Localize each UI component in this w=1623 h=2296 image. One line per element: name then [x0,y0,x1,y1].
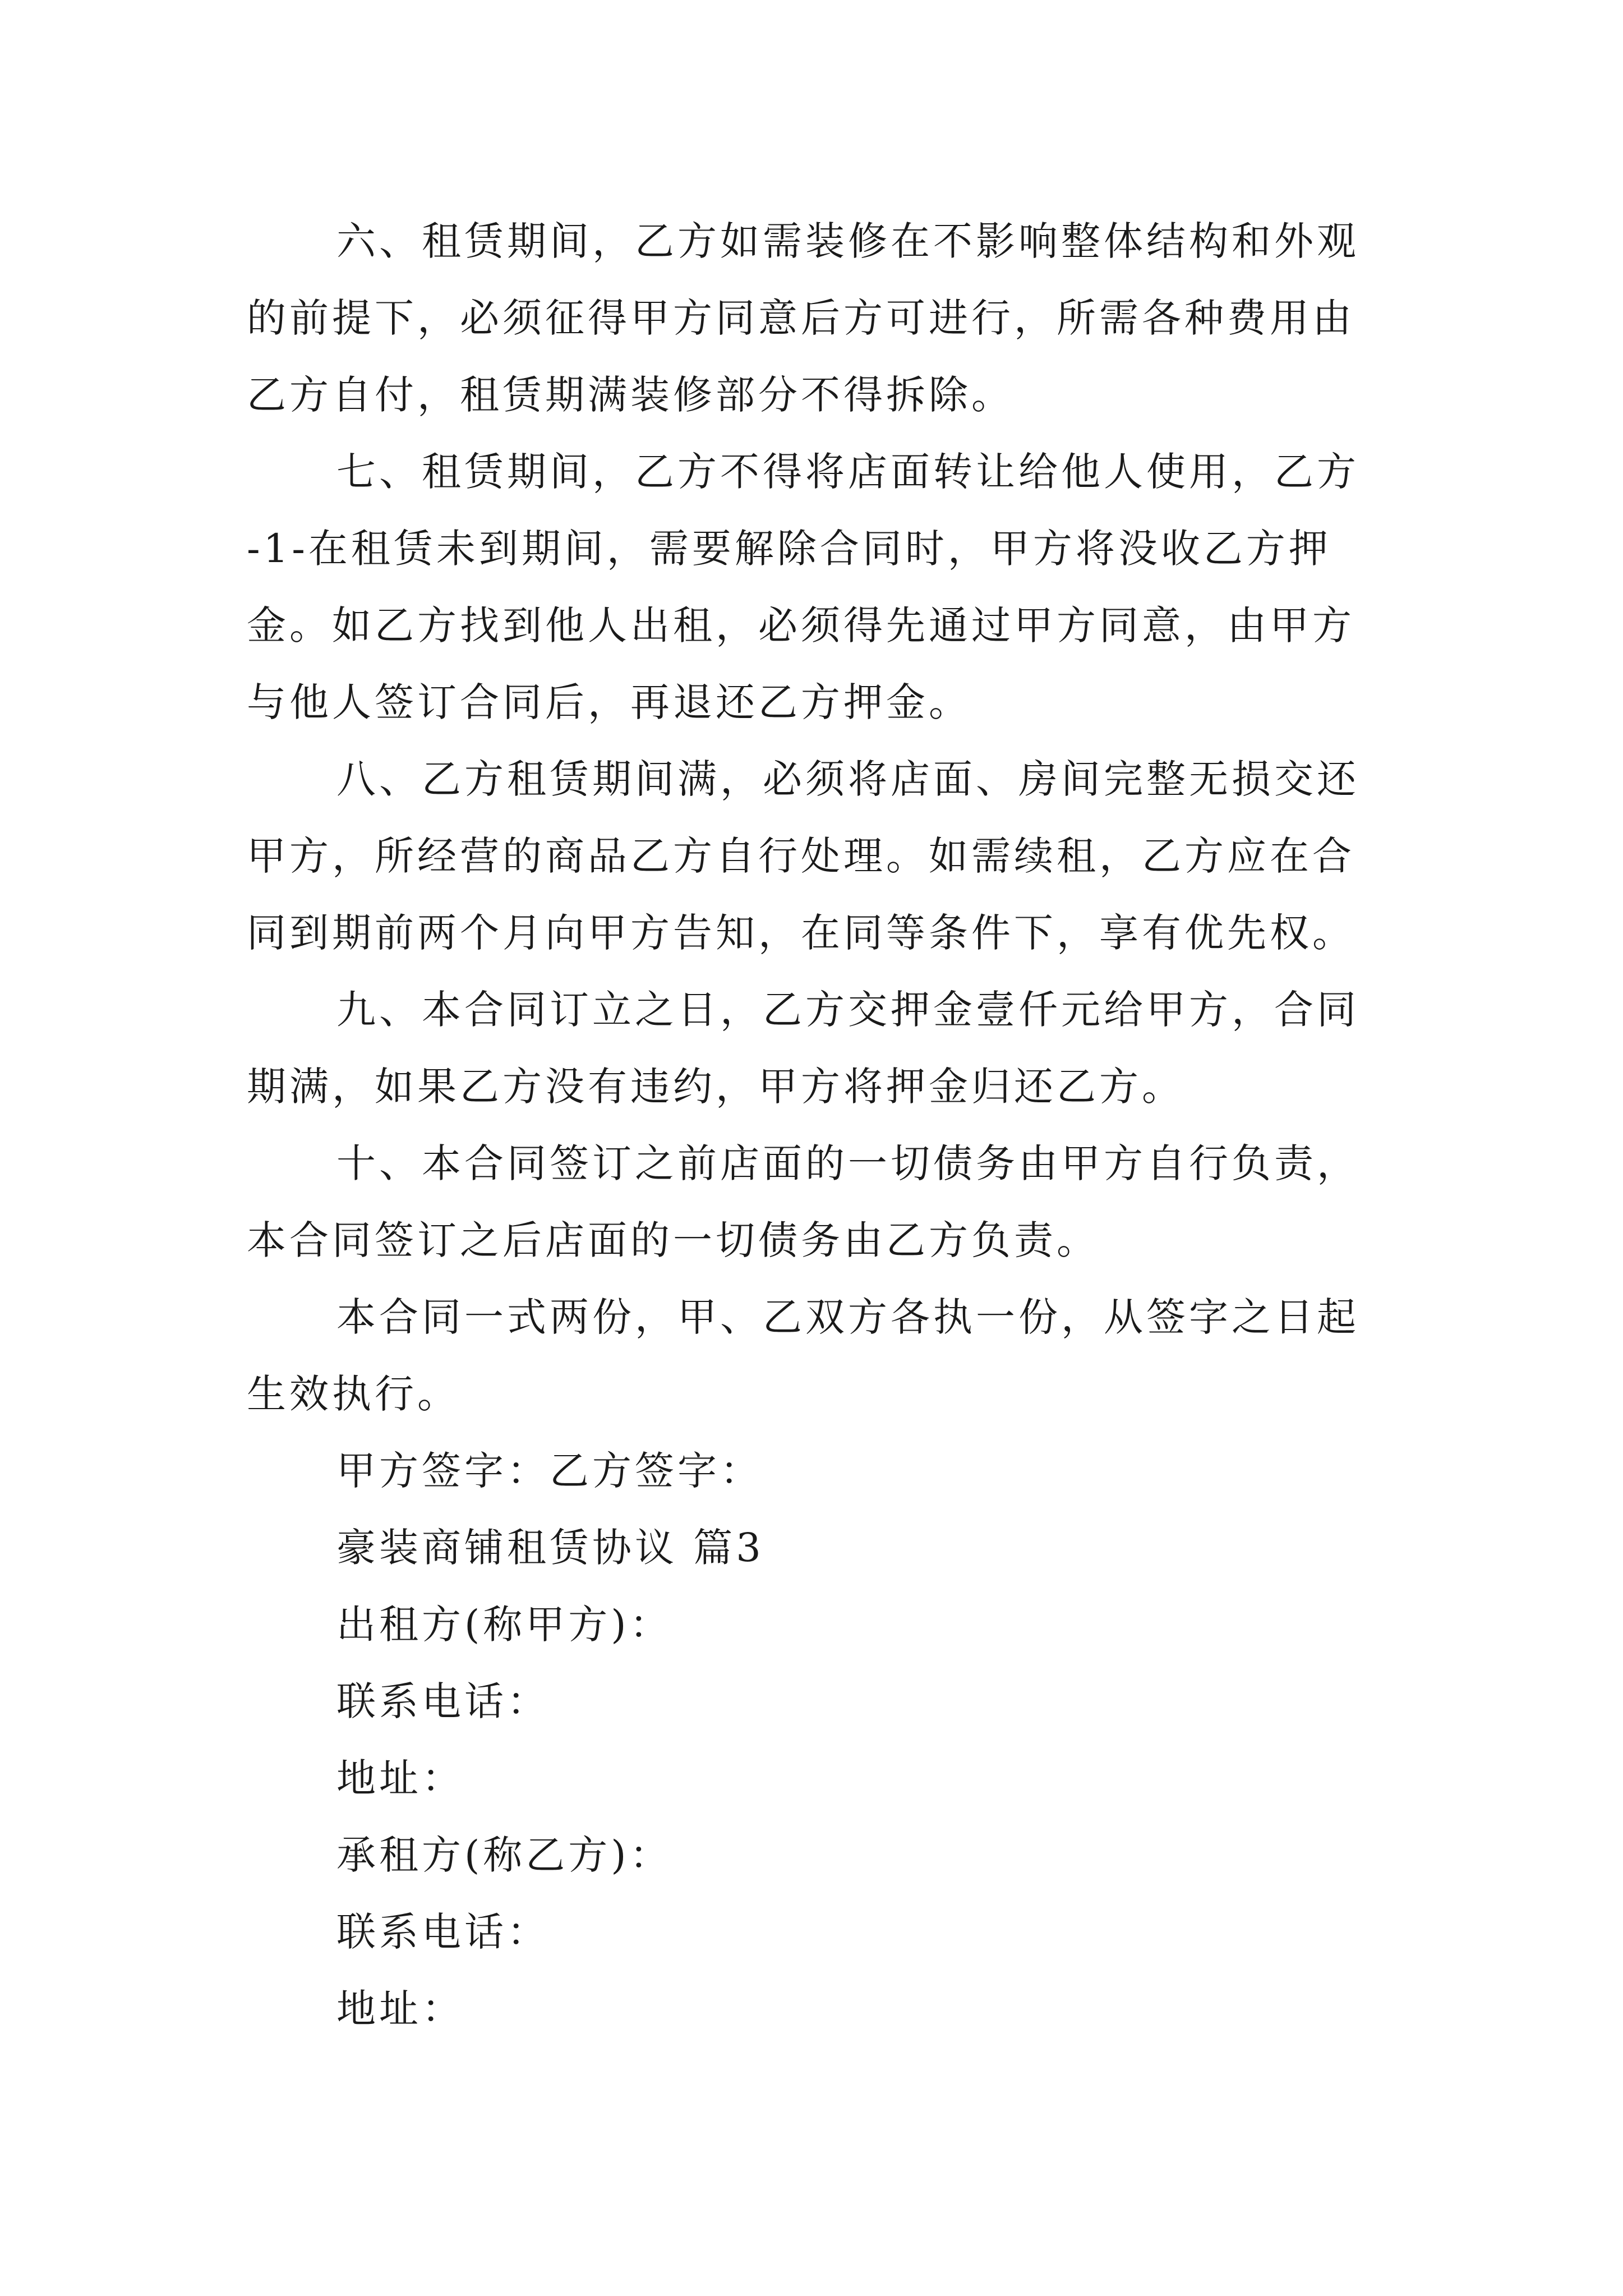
clause-7-line-1: 七、租赁期间，乙方不得将店面转让给他人使用，乙方 [336,449,1359,495]
clause-7-line-2: -1-在租赁未到期间，需要解除合同时，甲方将没收乙方押 [247,526,1331,572]
clause-7-line-3: 金。如乙方找到他人出租，必须得先通过甲方同意，由甲方 [247,602,1355,648]
lessor-address-label: 地址： [336,1755,464,1801]
lessor-label: 出租方(称甲方)： [336,1602,672,1648]
clause-8-line-1: 八、乙方租赁期间满，必须将店面、房间完整无损交还 [336,756,1359,802]
document-body [247,203,1402,2047]
clause-6-line-3: 乙方自付，租赁期满装修部分不得拆除。 [247,372,1014,418]
clause-9-line-2: 期满，如果乙方没有违约，甲方将押金归还乙方。 [247,1064,1184,1110]
clause-7-line-4: 与他人签订合同后，再退还乙方押金。 [247,679,971,725]
lessee-address-label: 地址： [336,1986,464,2032]
signature-line: 甲方签字：乙方签字： [336,1448,763,1494]
clause-8-line-2: 甲方，所经营的商品乙方自行处理。如需续租，乙方应在合 [247,833,1355,879]
clause-10-line-2: 本合同签订之后店面的一切债务由乙方负责。 [247,1217,1099,1263]
clause-8-line-3: 同到期前两个月向甲方告知，在同等条件下，享有优先权。 [247,910,1355,956]
lessor-phone-label: 联系电话： [336,1678,550,1724]
closing-line-1: 本合同一式两份，甲、乙双方各执一份，从签字之日起 [336,1294,1359,1340]
clause-10-line-1: 十、本合同签订之前店面的一切债务由甲方自行负责， [336,1140,1359,1186]
clause-9-line-1: 九、本合同订立之日，乙方交押金壹仟元给甲方，合同 [336,987,1359,1033]
clause-6-line-2: 的前提下，必须征得甲方同意后方可进行，所需各种费用由 [247,295,1355,341]
clause-6-line-1: 六、租赁期间，乙方如需装修在不影响整体结构和外观 [336,218,1359,264]
section-title: 豪装商铺租赁协议 篇3 [336,1525,764,1571]
lessee-label: 承租方(称乙方)： [336,1832,672,1878]
closing-line-2: 生效执行。 [247,1371,460,1417]
lessee-phone-label: 联系电话： [336,1909,550,1955]
